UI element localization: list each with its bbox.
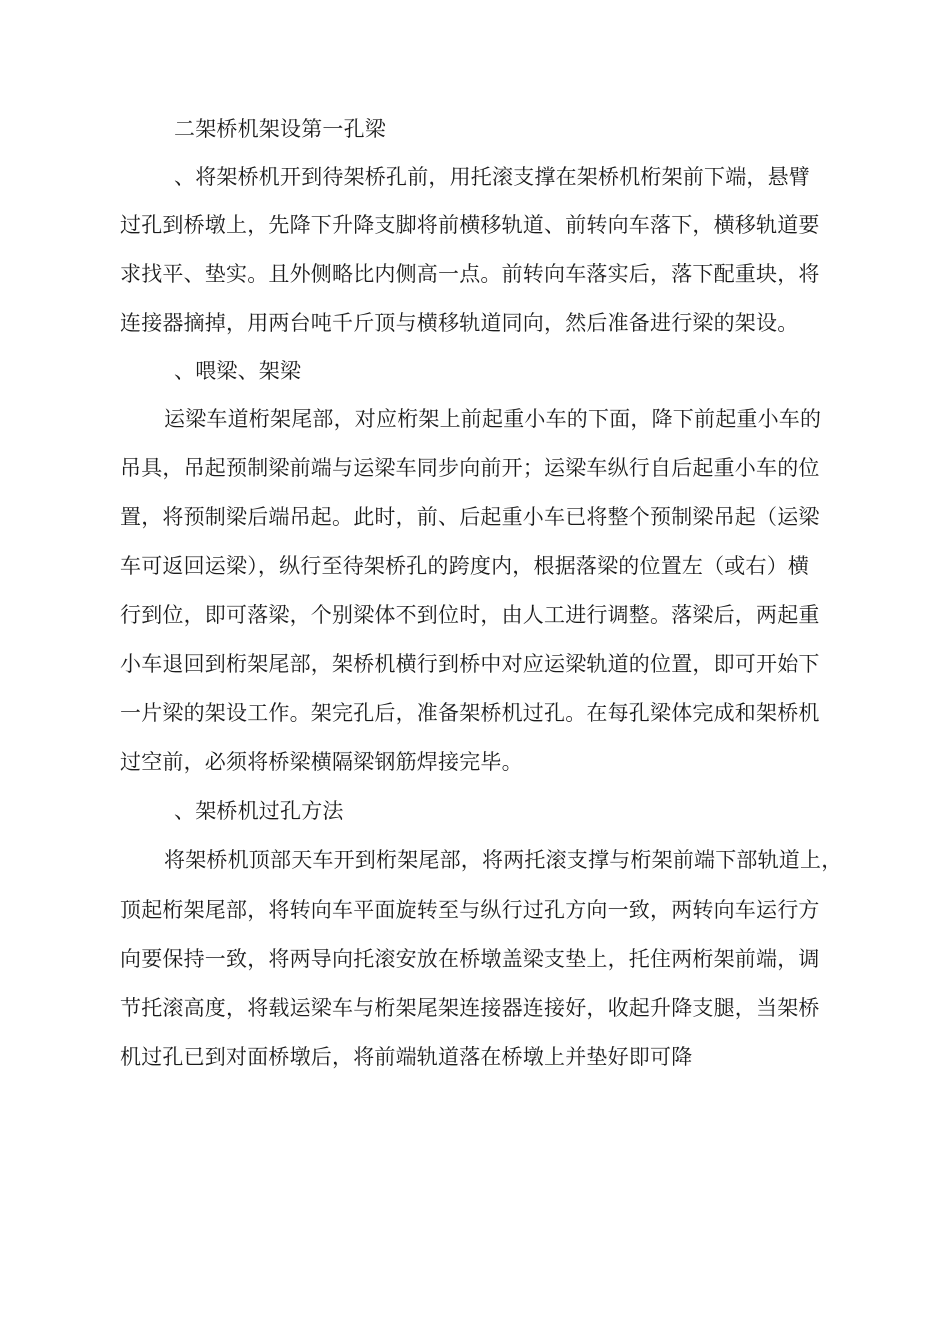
section-heading-2: 、喂梁、架梁 <box>174 359 302 383</box>
paragraph-2-line-4: 车可返回运梁），纵行至待架桥孔的跨度内，根据落梁的位置左（或右）横 <box>120 554 810 578</box>
paragraph-2-line-2: 吊具，吊起预制梁前端与运梁车同步向前开；运梁车纵行自后起重小车的位 <box>120 456 820 480</box>
paragraph-1-line-1: 、将架桥机开到待架桥孔前，用托滚支撑在架桥机桁架前下端，悬臂 <box>174 165 810 189</box>
paragraph-3-line-4: 节托滚高度，将载运梁车与桁架尾架连接器连接好，收起升降支腿，当架桥 <box>120 996 820 1020</box>
paragraph-3-line-3: 向要保持一致，将两导向托滚安放在桥墩盖梁支垫上，托住两桁架前端，调 <box>120 947 820 971</box>
section-heading-3: 、架桥机过孔方法 <box>174 799 344 823</box>
paragraph-3-line-2: 顶起桁架尾部，将转向车平面旋转至与纵行过孔方向一致，两转向车运行方 <box>120 898 820 922</box>
paragraph-2-line-3: 置，将预制梁后端吊起。此时，前、后起重小车已将整个预制梁吊起（运梁 <box>120 505 820 529</box>
paragraph-1-line-3: 求找平、垫实。且外侧略比内侧高一点。前转向车落实后，落下配重块，将 <box>120 262 820 286</box>
paragraph-1-line-4: 连接器摘掉，用两台吨千斤顶与横移轨道同向，然后准备进行梁的架设。 <box>120 311 799 335</box>
section-heading-1: 二架桥机架设第一孔梁 <box>174 117 386 141</box>
paragraph-3-line-1: 将架桥机顶部天车开到桁架尾部，将两托滚支撑与桁架前端下部轨道上， <box>164 848 843 872</box>
paragraph-1-line-2: 过孔到桥墩上，先降下升降支脚将前横移轨道、前转向车落下，横移轨道要 <box>120 213 820 237</box>
paragraph-2-line-1: 运梁车道桁架尾部，对应桁架上前起重小车的下面，降下前起重小车的 <box>164 407 822 431</box>
paragraph-3-line-5: 机过孔已到对面桥墩后，将前端轨道落在桥墩上并垫好即可降 <box>120 1045 693 1069</box>
paragraph-2-line-5: 行到位，即可落梁，个别梁体不到位时，由人工进行调整。落梁后，两起重 <box>120 603 820 627</box>
paragraph-2-line-8: 过空前，必须将桥梁横隔梁钢筋焊接完毕。 <box>120 750 523 774</box>
paragraph-2-line-6: 小车退回到桁架尾部，架桥机横行到桥中对应运梁轨道的位置，即可开始下 <box>120 652 820 676</box>
paragraph-2-line-7: 一片梁的架设工作。架完孔后，准备架桥机过孔。在每孔梁体完成和架桥机 <box>120 701 820 725</box>
